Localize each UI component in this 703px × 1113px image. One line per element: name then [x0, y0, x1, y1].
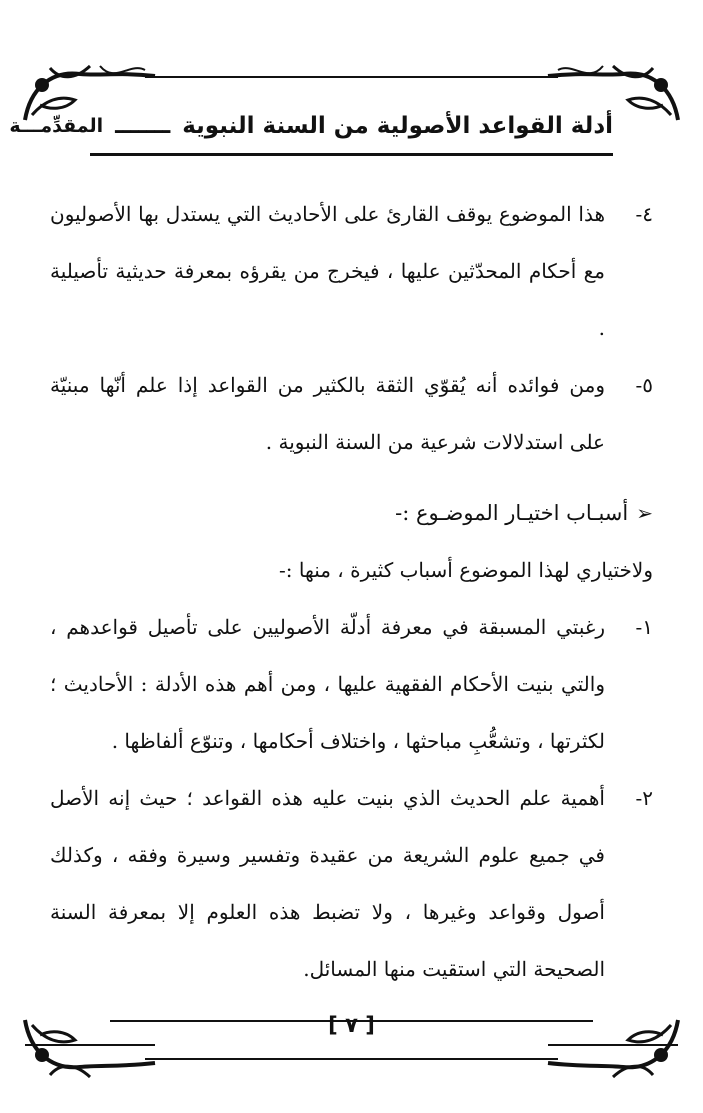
running-header	[9, 104, 613, 148]
item-text: ومن فوائده أنه يُقوّي الثقة بالكثير من القواعد إذا علم أنّها مبنيّة على استدلالات شرعية من السنة النبوية .	[50, 373, 605, 454]
item-text: رغبتي المسبقة في معرفة أدلّة الأصوليين على تأصيل قواعدهم ، والتي بنيت الأحكام الفقهية عليها ، ومن أهم هذه الأدلة : الأحاديث ؛ لكثرتها ، وتشعُّبِ مباحثها ، واختلاف أحكامها ، وتنوّع ألفاظها .	[50, 615, 605, 753]
list-item	[50, 357, 653, 471]
arrowhead-icon: ➢	[636, 501, 653, 525]
list-item	[50, 599, 653, 770]
page-body	[50, 186, 653, 998]
header-top-rule	[145, 76, 558, 78]
header-separator: ـــــــ	[115, 113, 171, 139]
item-number: ٥-	[635, 373, 653, 397]
item-text: أهمية علم الحديث الذي بنيت عليه هذه القواعد ؛ حيث إنه الأصل في جميع علوم الشريعة من عقيدة وتفسير وسيرة وفقه ، وكذلك أصول وقواعد وغيرها ، ولا تضبط هذه العلوم إلا بمعرفة السنة الصحيحة التي استقيت منها المسائل.	[50, 786, 605, 981]
item-text: هذا الموضوع يوقف القارئ على الأحاديث التي يستدل بها الأصوليون مع أحكام المحدّثين عليها ، فيخرج من يقرؤه بمعرفة حديثية تأصيلية .	[50, 202, 605, 340]
list-item	[50, 770, 653, 998]
item-number: ٢-	[635, 786, 653, 810]
footer-bottom-rule	[145, 1058, 558, 1060]
section-intro: ولاختياري لهذا الموضوع أسباب كثيرة ، منها :-	[279, 558, 653, 582]
section-name: المقدِّمـــة	[9, 115, 104, 137]
header-bottom-rule	[90, 153, 613, 156]
book-title: أدلة القواعد الأصولية من السنة النبوية	[182, 113, 613, 139]
page-number: [ ٧ ]	[328, 1013, 375, 1037]
item-number: ١-	[635, 615, 653, 639]
section-heading	[50, 485, 653, 542]
section-heading-text: أسبـاب اختيـار الموضـوع :-	[395, 501, 629, 525]
list-item	[50, 186, 653, 357]
item-number: ٤-	[635, 202, 653, 226]
